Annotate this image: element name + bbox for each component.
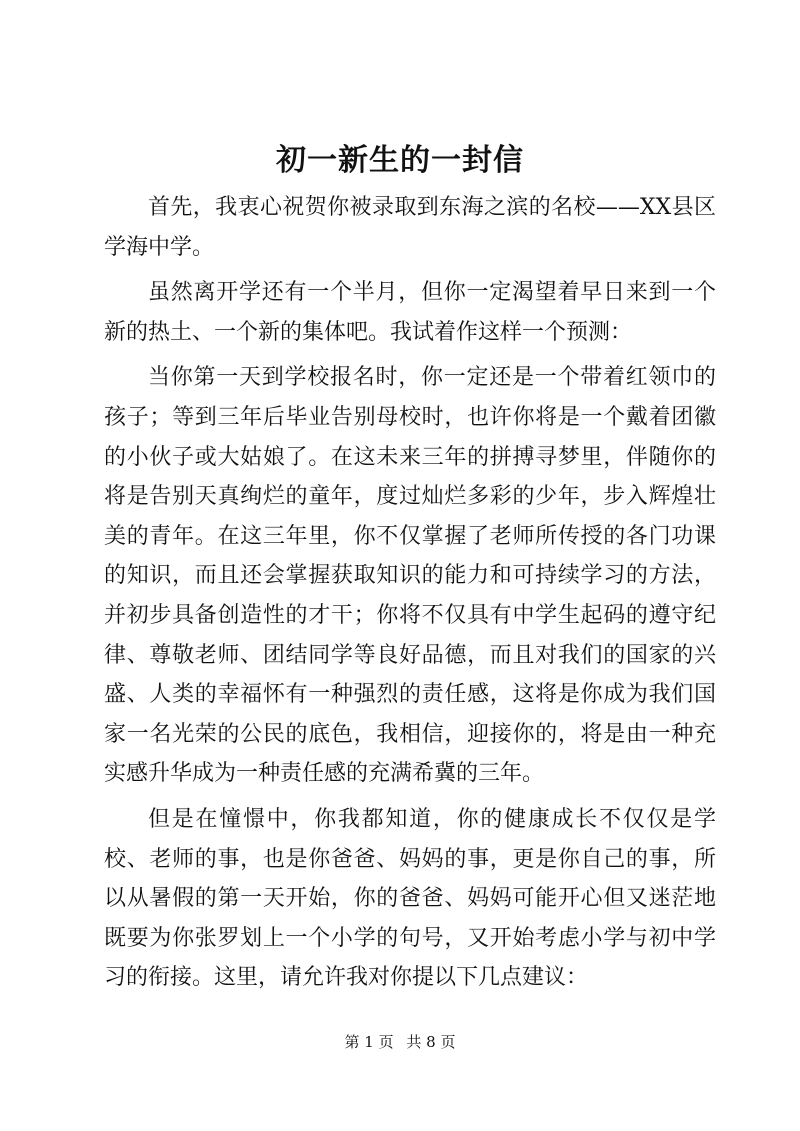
page-total: 共 8 页 (406, 1033, 456, 1051)
page-footer (0, 1030, 800, 1054)
paragraph-anticipation: 虽然离开学还有一个半月，但你一定渴望着早日来到一个新的热土、一个新的集体吧。我试着作这样一个预测： (104, 280, 716, 345)
paragraph-prediction: 当你第一天到学校报名时，你一定还是一个带着红领巾的孩子；等到三年后毕业告别母校时，也许你将是一个戴着团徽的小伙子或大姑娘了。在这未来三年的拼搏寻梦里，伴随你的将是告别天真绚烂的童年，度过灿烂多彩的少年，步入辉煌壮美的青年。在这三年里，你不仅掌握了老师所传授的各门功课的知识，而且还会掌握获取知识的能力和可持续学习的方法，并初步具备创造性的才干；你将不仅具有中学生起码的遵守纪律、尊敬老师、团结同学等良好品德，而且对我们的国家的兴盛、人类的幸福怀有一种强烈的责任感，这将是你成为我们国家一名光荣的公民的底色，我相信，迎接你的，将是由一种充实感升华成为一种责任感的充满希冀的三年。 (104, 365, 716, 787)
page-number: 第 1 页 (344, 1033, 394, 1051)
paragraph-advice-intro: 但是在憧憬中，你我都知道，你的健康成长不仅仅是学校、老师的事，也是你爸爸、妈妈的事，更是你自己的事，所以从暑假的第一天开始，你的爸爸、妈妈可能开心但又迷茫地既要为你张罗划上一个小学的句号，又开始考虑小学与初中学习的衔接。这里，请允许我对你提以下几点建议： (104, 806, 716, 991)
document-body (104, 188, 716, 1004)
paragraph-congratulation: 首先，我衷心祝贺你被录取到东海之滨的名校——XX县区学海中学。 (104, 195, 716, 260)
document-title: 初一新生的一封信 (276, 143, 524, 178)
